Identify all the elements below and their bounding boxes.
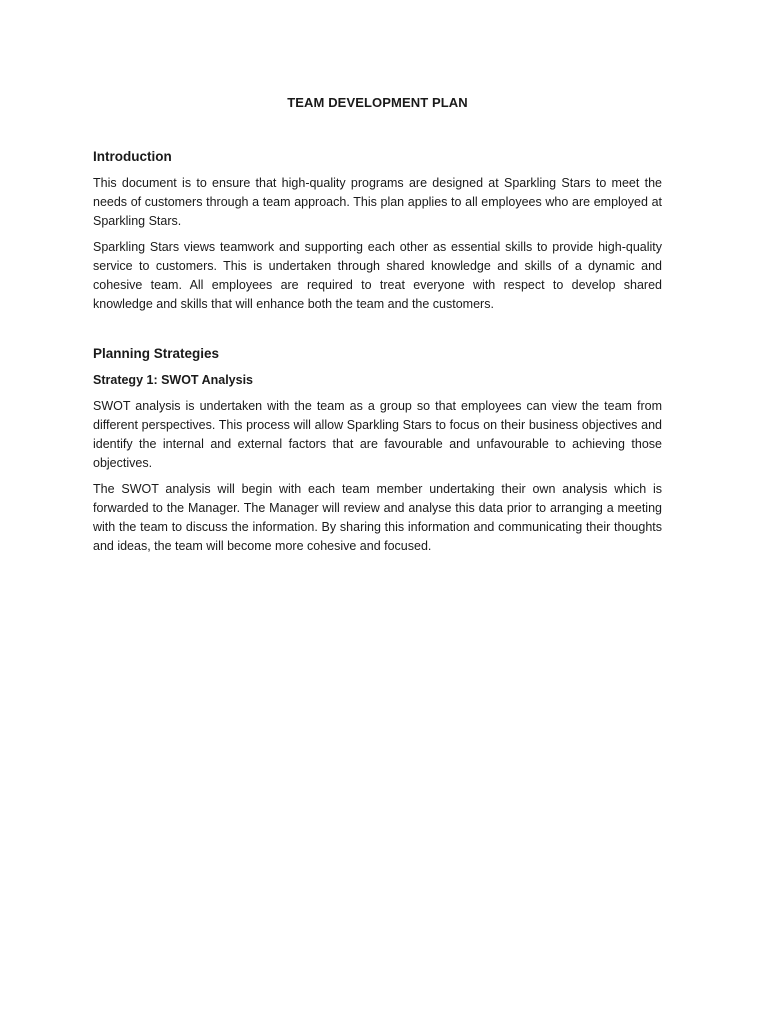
document-page [93,94,662,563]
subheading-strategy-1: Strategy 1: SWOT Analysis [93,373,253,387]
paragraph: The SWOT analysis will begin with each team member undertaking their own analysis which is forwarded to the Manager. The Manager will review and analyse this data prior to arranging a meeting with the team to discuss the information. By sharing this information and communicating their thoughts and ideas, the team will become more cohesive and focused. [93,482,662,553]
paragraph: Sparkling Stars views teamwork and supporting each other as essential skills to provide high-quality service to customers. This is undertaken through shared knowledge and skills of a dynamic and cohesive team. All employees are required to treat everyone with respect to develop shared knowledge and skills that will enhance both the team and the customers. [93,240,662,311]
document-title: TEAM DEVELOPMENT PLAN [287,95,468,110]
section-spacer [93,321,662,345]
section-planning-strategies [93,345,662,556]
section-heading-introduction: Introduction [93,149,172,164]
paragraph: SWOT analysis is undertaken with the team as a group so that employees can view the team from different perspectives. This process will allow Sparkling Stars to focus on their business objectives and identify the internal and external factors that are favourable and unfavourable to achieving those objectives. [93,399,662,470]
paragraph: This document is to ensure that high-quality programs are designed at Sparkling Stars to meet the needs of customers through a team approach. This plan applies to all employees who are employed at Sparkling Stars. [93,176,662,228]
section-heading-planning-strategies: Planning Strategies [93,346,220,361]
section-introduction [93,148,662,314]
